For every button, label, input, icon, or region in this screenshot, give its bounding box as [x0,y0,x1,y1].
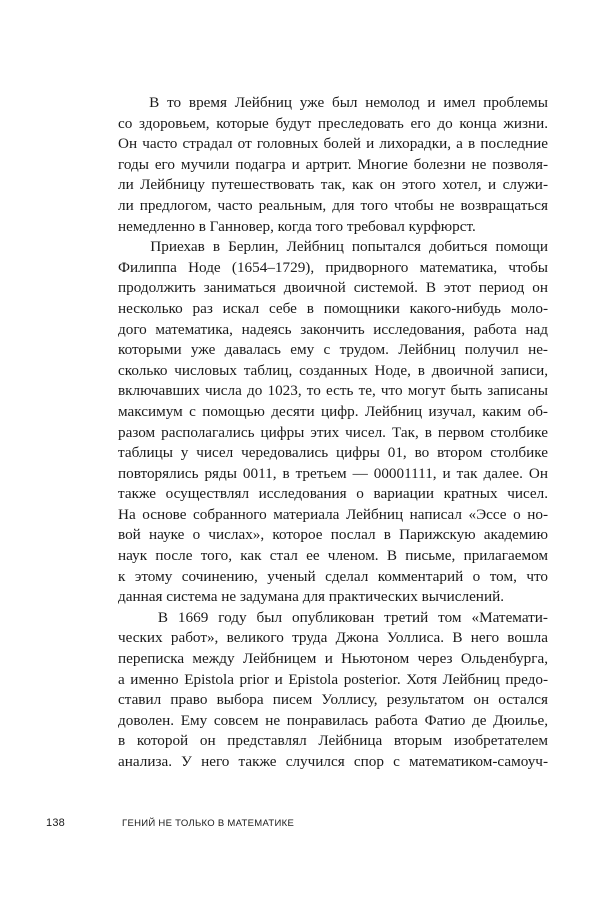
text-line: со здоровьем, которые будут преследовать его до конца жизни. [118,114,548,132]
text-line: На основе собранного материала Лейбниц написал «Эссе о но- [118,505,548,523]
text-line: также осуществлял исследования о вариации кратных чисел. [118,485,548,503]
text-line: таблицы у чисел чередовались цифры 01, во втором столбике [118,444,548,462]
text-line: наук после того, как стал ее членом. В письме, прилагаемом [118,547,548,565]
text-line: данная система не задумана для практических вычислений. [118,588,504,606]
text-line: немедленно в Ганновер, когда того требовал курфюрст. [118,217,476,235]
text-line: ческих работ», великого труда Джона Уоллиса. В него вошла [118,629,548,647]
text-line: доволен. Ему совсем не понравилась работа Фатио де Дюилье, [118,711,548,729]
text-line: ставил право выбора писем Уоллису, результатом он остался [118,691,548,709]
text-line: которыми уже давалась ему с трудом. Лейбниц получил не- [118,341,548,359]
text-line: а именно Epistola prior и Epistola posterior. Хотя Лейбниц предо- [118,670,548,688]
text-line: Он часто страдал от головных болей и лихорадки, а в последние [118,135,548,153]
text-line: включавших числа до 1023, то есть те, что могут быть записаны [118,382,548,400]
text-line: В 1669 году был опубликован третий том «Математи- [118,608,548,626]
text-line: В то время Лейбниц уже был немолод и имел проблемы [118,94,548,111]
text-line: переписка между Лейбницем и Ньютоном через Ольденбурга, [118,650,548,668]
text-line: вой науке о числах», которое послал в Парижскую академию [118,526,548,544]
text-line: анализа. У него также случился спор с математиком-самоуч- [118,753,548,770]
text-line: продолжить заниматься двоичной системой. В этот период он [118,279,548,297]
paragraph [118,237,548,608]
text-line: ли Лейбницу путешествовать так, как он этого хотел, и служи- [118,176,548,194]
text-line: сколько числовых таблиц, созданных Ноде, в двоичной записи, [118,361,548,379]
text-line: разом располагались цифры этих чисел. Так, в первом столбике [118,423,548,441]
paragraph [118,608,548,773]
text-line: Филиппа Ноде (1654–1729), придворного математика, чтобы [118,258,548,276]
text-line: ли предлогом, часто реальным, для того чтобы не возвращаться [118,196,548,214]
text-line: к этому сочинению, ученый сделал комментарий о том, что [118,567,548,585]
paragraph [118,93,548,237]
main-text [118,93,548,773]
text-line: годы его мучили подагра и артрит. Многие болезни не позволя- [118,155,548,173]
text-line: в которой он представлял Лейбница вторым изобретателем [118,732,548,750]
text-line: дого математика, надеясь закончить исследования, работа над [118,320,548,338]
text-line: Приехав в Берлин, Лейбниц попытался добиться помощи [118,238,548,256]
page-number: 138 [46,817,65,829]
text-line: несколько раз искал себе в помощники какого-нибудь моло- [118,299,548,317]
text-line: повторялись ряды 0011, в третьем — 00001111, и так далее. Он [118,464,548,482]
running-title: ГЕНИЙ НЕ ТОЛЬКО В МАТЕМАТИКЕ [122,818,295,829]
text-line: максимум с помощью десяти цифр. Лейбниц изучал, каким об- [118,402,548,420]
